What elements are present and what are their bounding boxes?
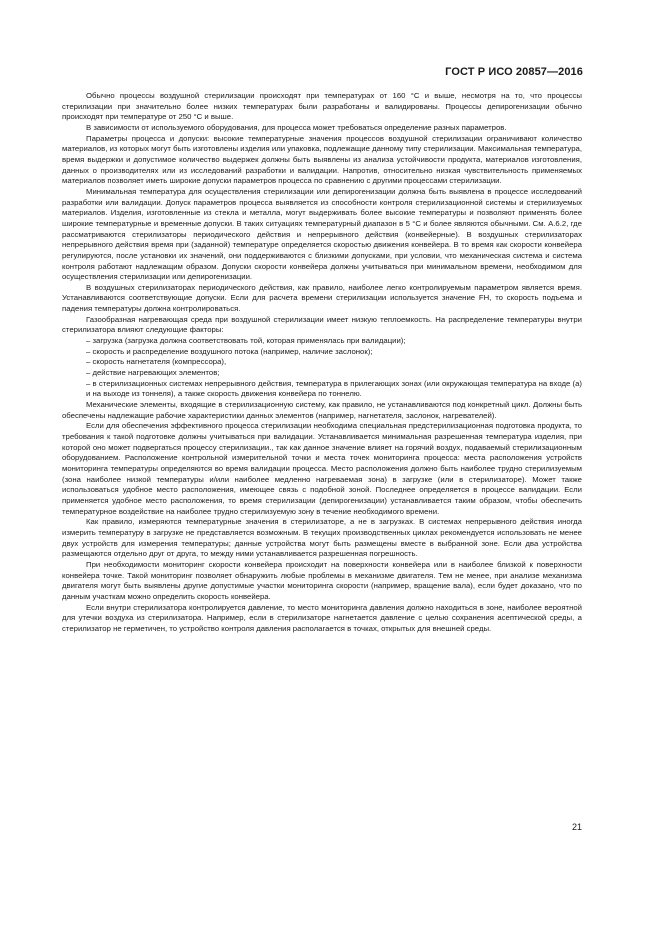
paragraph-mechanical-elements: Механические элементы, входящие в стерилизационную систему, как правило, не устанавливаются под конкретный цикл. Должны быть обеспечены надлежащие рабочие характеристики данных элементов (например, нагнетателя, заслонок, нагревателей). bbox=[62, 400, 582, 420]
paragraph-conveyor-monitoring: При необходимости мониторинг скорости конвейера происходит на поверхности конвейера или в наиболее близкой к поверхности конвейера точке. Такой мониторинг позволяет обнаружить любые проблемы в механизме двигателя. Тем не менее, при анализе механизма двигателя могут быть выявлены другие допустимые участки мониторинга скорости (например, вращение вала), если будет доказано, что по данным участкам можно определить скорость конвейера. bbox=[62, 559, 582, 601]
document-header: ГОСТ Р ИСО 20857—2016 bbox=[445, 66, 583, 78]
paragraph-batch-sterilizers: В воздушных стерилизаторах периодического действия, как правило, наиболее легко контролируемым параметром является время. Устанавливаются соответствующие допуски. Если для расчета времени стерилизации используется значение FH, то скорость подъема и падения температуры должна контролироваться. bbox=[62, 282, 582, 314]
list-item-heating-elements: – действие нагревающих элементов; bbox=[86, 368, 220, 378]
paragraph-pressure-monitoring: Если внутри стерилизатора контролируется давление, то место мониторинга давления должно находиться в зоне, наиболее вероятной для утечки воздуха из стерилизатора. Например, если в стерилизаторе нагнетается давление с целью сохранения асептической среды, а стерилизатор не герметичен, то устройство контроля давления располагается в точках, открытых для внешней среды. bbox=[62, 602, 582, 633]
paragraph-equipment-parameters: В зависимости от используемого оборудования, для процесса может требоваться определение разных параметров. bbox=[86, 122, 507, 132]
list-item-airflow: – скорость и распределение воздушного потока (например, наличие заслонок); bbox=[86, 346, 373, 356]
paragraph-temperature-measurement: Как правило, измеряются температурные значения в стерилизаторе, а не в загрузках. В системах непрерывного действия иногда измерить температуру в загрузке не представляется возможным. В текущих производственных циклах рекомендуется использовать не менее двух устройств для измерения температуры; данные устройства могут быть размещены вместе в выбранной зоне. Если два устройства размещаются отдельно друг от друга, то между ними устанавливается разрешенная погрешность. bbox=[62, 517, 582, 559]
document-body bbox=[62, 91, 582, 634]
paragraph-minimum-temperature: Минимальная температура для осуществления стерилизации или депирогенизации должна быть выявлена в процессе исследований разработки или валидации. Допуск параметров процесса выявляется из способности контроля стерилизационной системы и стерилизуемых материалов. Изделия, изготовленные из стекла и металла, могут выдерживать более высокие температуры и позволяют применять более широкие температурные и временные допуски. В таких ситуациях температурный диапазон в 5 °С и более являются обычными. См. А.6.2, где рассматриваются стерилизаторы периодического действия и непрерывного действия (конвейерные). В воздушных стерилизаторах непрерывного действия время при (заданной) температуре определяется скоростью движения конвейера. В то время как скорости конвейера регулируются, после установки их значений, они поддерживаются с близкими допусками, при условии, что механическая система и система контроля работают надлежащим образом. Допуски скорости конвейера должны учитываться при минимальном времени, необходимом для осуществления стерилизации или депирогенизации. bbox=[62, 186, 582, 282]
list-item-blower-speed: – скорость нагнетателя (компрессора), bbox=[86, 357, 227, 367]
list-item-continuous-systems: – в стерилизационных системах непрерывного действия, температура в прилегающих зонах (или окружающая температура на входе (а) и на выходе из тоннеля), а также скорость движения конвейера по тоннелю. bbox=[86, 378, 582, 399]
paragraph-heating-medium: Газообразная нагревающая среда при воздушной стерилизации имеет низкую теплоемкость. На распределение температуры внутри стерилизатора влияют следующие факторы: bbox=[62, 314, 582, 335]
paragraph-process-temperatures: Обычно процессы воздушной стерилизации происходят при температурах от 160 °С и выше, несмотря на то, что процессы стерилизации при значительно более низких температурах были разработаны и валидированы. Процессы депирогенизации обычно происходят при температуре от 250 °С и выше. bbox=[62, 91, 582, 122]
page-number: 21 bbox=[572, 822, 583, 832]
list-item-load: – загрузка (загрузка должна соответствовать той, которая применялась при валидации); bbox=[86, 336, 406, 346]
paragraph-parameters-tolerances: Параметры процесса и допуски: высокие температурные значения процессов воздушной стерилизации ограничивают количество материалов, из которых могут быть изготовлены изделия или упаковка, подлежащие данному типу стерилизации. Максимальная температура, время выдержки и допустимое количество выдержек должны быть выявлены из анализа устойчивости продукта, материалов изготовления, данных о производителях или из исследований разработки и валидации. Напротив, относительно низкая чувствительность применяемых материалов позволяет иметь широкие допуски параметров процесса по сравнению с другими процессами стерилизации. bbox=[62, 133, 582, 186]
paragraph-pre-sterilization: Если для обеспечения эффективного процесса стерилизации необходима специальная предстерилизационная подготовка продукта, то требования к такой подготовке должны учитываться при валидации. Устанавливается минимальная разрешенная температура изделия, при которой оно может подвергаться процессу стерилизации., так как данное значение влияет на горячий воздух, подаваемый стерилизационным оборудованием. Расположение контрольной измерительной точки и места точек мониторинга процесса: места расположения устройств мониторинга температуры определяются во время валидации процесса. Место расположения должно быть наиболее трудно стерилизуемым (зона наиболее низкой температуры и/или наиболее медленно нагреваемая зона) в загрузке (или в стерилизаторе). Может также использоваться удобное место расположения, имеющее связь с подобной зоной. Последнее определяется в процессе валидации. Если применяется удобное место расположения, то время стерилизации (депирогенизации) устанавливается таким образом, чтобы обеспечить температурное воздействие на наиболее трудно стерилизуемую зону в течение необходимого времени. bbox=[62, 421, 582, 516]
